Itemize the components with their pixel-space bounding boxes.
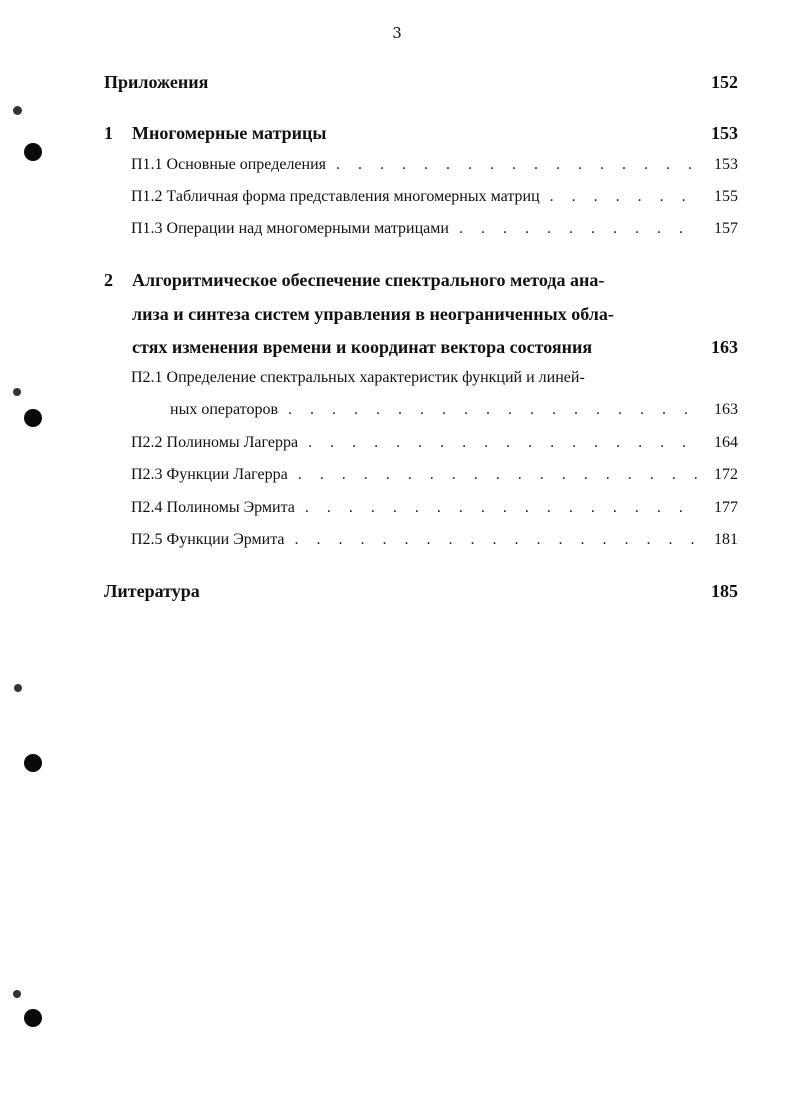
toc-section-p1-3[interactable] <box>131 220 738 238</box>
punch-hole-mark <box>24 754 42 772</box>
section-label: П2.1 Определение спектральных характеристик функций и линей- <box>131 369 585 386</box>
toc-literature[interactable] <box>104 581 738 602</box>
section-label: П2.5 Функции Эрмита <box>131 531 285 548</box>
toc-appendices[interactable] <box>104 72 738 93</box>
section-label: П2.2 Полиномы Лагерра <box>131 434 299 451</box>
toc-section-p1-2[interactable] <box>131 188 738 206</box>
toc-section-p2-2[interactable] <box>131 434 738 452</box>
chapter-2-page: 163 <box>711 337 738 357</box>
leader-dots <box>336 156 698 174</box>
section-label: П2.3 Функции Лагерра <box>131 466 288 483</box>
section-page: 164 <box>714 434 738 451</box>
leader-dots <box>298 466 698 484</box>
section-page: 153 <box>714 156 738 173</box>
scan-speck <box>13 990 21 998</box>
page-number: 3 <box>392 24 402 42</box>
scan-speck <box>13 388 21 396</box>
toc-section-p2-5[interactable] <box>131 531 738 549</box>
toc-section-p2-4[interactable] <box>131 499 738 517</box>
toc-section-p2-3[interactable] <box>131 466 738 484</box>
scan-speck <box>14 684 22 692</box>
scan-speck <box>13 106 22 115</box>
chapter-2-title-line-2: лиза и синтеза систем управления в неограниченных обла- <box>132 304 614 324</box>
section-label: П2.4 Полиномы Эрмита <box>131 499 295 516</box>
chapter-2-title-line-3: стях изменения времени и координат вектора состояния <box>132 337 593 357</box>
toc-appendices-title: Приложения <box>104 72 209 92</box>
chapter-1-title: Многомерные матрицы <box>132 123 327 143</box>
section-page: 157 <box>714 220 738 237</box>
toc-section-p1-1[interactable] <box>131 156 738 174</box>
section-page: 181 <box>714 531 738 548</box>
leader-dots <box>295 531 698 549</box>
toc-chapter-2[interactable] <box>104 270 738 360</box>
section-page: 177 <box>714 499 738 516</box>
punch-hole-mark <box>24 409 42 427</box>
section-label: П1.2 Табличная форма представления многомерных матриц <box>131 188 540 205</box>
leader-dots <box>288 401 698 419</box>
toc-section-p2-1-line1[interactable] <box>131 369 738 387</box>
leader-dots <box>459 220 698 238</box>
section-label: П1.3 Операции над многомерными матрицами <box>131 220 449 237</box>
toc-section-p2-1-line2[interactable] <box>170 401 738 419</box>
section-label: П1.1 Основные определения <box>131 156 327 173</box>
punch-hole-mark <box>24 143 42 161</box>
chapter-1-number: 1 <box>104 123 113 143</box>
section-page: 163 <box>714 401 738 418</box>
punch-hole-mark <box>24 1009 42 1027</box>
chapter-2-number: 2 <box>104 270 113 290</box>
toc-chapter-1[interactable] <box>104 123 738 147</box>
section-label-cont: ных операторов <box>170 401 278 418</box>
section-page: 172 <box>714 466 738 483</box>
chapter-2-title-line-1: Алгоритмическое обеспечение спектрального метода ана- <box>132 270 605 290</box>
leader-dots <box>305 499 698 517</box>
leader-dots <box>308 434 698 452</box>
section-page: 155 <box>714 188 738 205</box>
chapter-1-page: 153 <box>711 123 738 143</box>
toc-literature-title: Литература <box>104 581 200 601</box>
toc-appendices-page: 152 <box>711 72 738 92</box>
leader-dots <box>550 188 698 206</box>
toc-literature-page: 185 <box>711 581 738 601</box>
